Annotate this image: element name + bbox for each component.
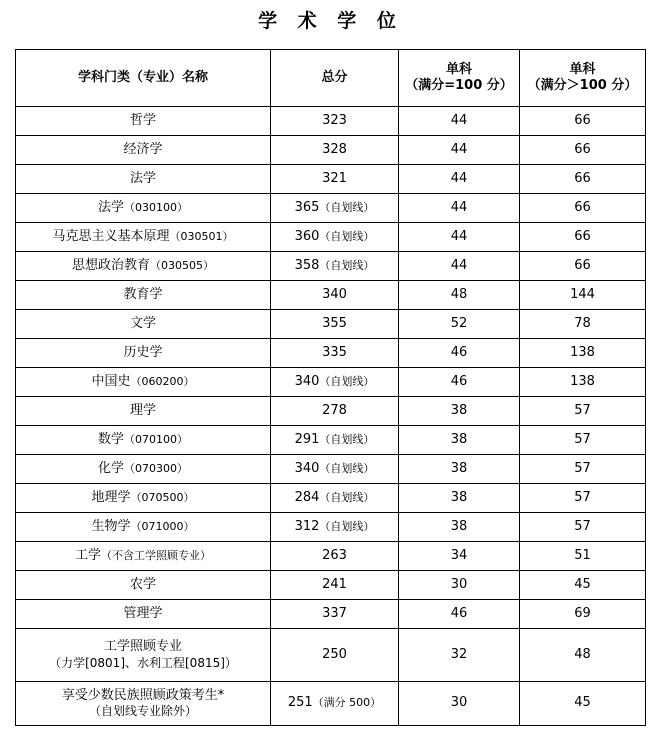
- cell-name-main: 生物学: [91, 518, 131, 534]
- table-row: [16, 252, 646, 281]
- cell-name-main: 数学: [97, 431, 124, 447]
- cell-single-gt100: 69: [520, 600, 646, 629]
- cell-name-code: （030100）: [124, 200, 188, 214]
- cell-total-value: 337: [322, 605, 347, 621]
- cell-single-gt100: 138: [520, 368, 646, 397]
- cell-single-100: 46: [399, 339, 520, 368]
- cell-total-value: 321: [322, 170, 347, 186]
- cell-total: [271, 455, 399, 484]
- cell-total-note: （自划线）: [319, 519, 375, 533]
- cell-name: [16, 107, 271, 136]
- cell-name-code: （070300）: [124, 461, 188, 475]
- cell-total-note: （自划线）: [319, 258, 375, 272]
- cell-single-100: 32: [399, 629, 520, 682]
- header-single-gt100: [520, 50, 646, 107]
- cell-single-gt100: 66: [520, 107, 646, 136]
- cell-total: [271, 310, 399, 339]
- cell-total-value: 358: [294, 257, 320, 273]
- cell-total: [271, 107, 399, 136]
- cell-single-gt100: 45: [520, 571, 646, 600]
- cell-total-value: 263: [322, 547, 347, 563]
- cell-name: [16, 339, 271, 368]
- header-single-100-line2: （满分=100 分）: [405, 78, 513, 93]
- cell-single-gt100: 57: [520, 484, 646, 513]
- cell-single-gt100: 144: [520, 281, 646, 310]
- cell-total: [271, 223, 399, 252]
- cell-name: [16, 600, 271, 629]
- cell-single-100: 30: [399, 571, 520, 600]
- cell-name: [16, 252, 271, 281]
- cell-total: [271, 281, 399, 310]
- table-row: [16, 107, 646, 136]
- header-total: 总分: [271, 50, 399, 107]
- table-row: [16, 513, 646, 542]
- cell-single-100: 44: [399, 136, 520, 165]
- cell-name-main: 哲学: [129, 112, 156, 128]
- cell-single-gt100: 57: [520, 455, 646, 484]
- table-row: [16, 571, 646, 600]
- cell-total-value: 241: [322, 576, 347, 592]
- cell-total-note: （自划线）: [319, 374, 375, 388]
- cell-name: [16, 165, 271, 194]
- cell-total-value: 328: [322, 141, 347, 157]
- cell-total: [271, 513, 399, 542]
- cell-name: [16, 426, 271, 455]
- cell-total-value: 360: [294, 228, 320, 244]
- score-table: [15, 49, 646, 726]
- cell-total-value: 312: [294, 518, 320, 534]
- cell-single-100: 38: [399, 426, 520, 455]
- cell-name-main: 理学: [129, 402, 156, 418]
- table-row: [16, 194, 646, 223]
- cell-total-value: 355: [322, 315, 347, 331]
- cell-name: [16, 542, 271, 571]
- cell-total: [271, 426, 399, 455]
- table-row: [16, 600, 646, 629]
- cell-total: [271, 368, 399, 397]
- cell-name: [16, 513, 271, 542]
- cell-name: [16, 484, 271, 513]
- cell-name-main: 工学照顾专业: [103, 639, 182, 655]
- cell-total: [271, 165, 399, 194]
- cell-single-100: 44: [399, 107, 520, 136]
- table-row: [16, 310, 646, 339]
- cell-single-100: 48: [399, 281, 520, 310]
- cell-name-main: 经济学: [123, 141, 163, 157]
- cell-single-100: 44: [399, 165, 520, 194]
- cell-total: [271, 600, 399, 629]
- table-row: [16, 339, 646, 368]
- cell-name-code: （060200）: [130, 374, 195, 388]
- table-row: [16, 223, 646, 252]
- table-row: [16, 136, 646, 165]
- cell-single-100: 38: [399, 455, 520, 484]
- table-row: [16, 542, 646, 571]
- cell-name-code: （070100）: [124, 432, 188, 446]
- cell-total-value: 340: [294, 373, 320, 389]
- cell-single-100: 46: [399, 600, 520, 629]
- table-header-row: [16, 50, 646, 107]
- cell-total-value: 365: [294, 199, 320, 215]
- cell-name-main: 法学: [129, 170, 156, 186]
- cell-name-main: 化学: [97, 460, 124, 476]
- page-title: 学 术 学 位: [258, 10, 403, 32]
- header-single-100-line1: 单科: [445, 61, 472, 77]
- cell-single-gt100: 66: [520, 223, 646, 252]
- table-row: [16, 368, 646, 397]
- cell-total-note: （自划线）: [319, 432, 375, 446]
- cell-name: [16, 368, 271, 397]
- cell-total-value: 291: [294, 431, 320, 447]
- cell-name: [16, 136, 271, 165]
- cell-name: [16, 682, 271, 726]
- cell-total: 250: [271, 629, 399, 682]
- cell-single-gt100: 51: [520, 542, 646, 571]
- cell-single-100: 46: [399, 368, 520, 397]
- cell-name-code: （030505）: [150, 258, 214, 272]
- table-row: [16, 397, 646, 426]
- cell-name-main: 管理学: [123, 605, 163, 621]
- cell-total: [271, 339, 399, 368]
- cell-name: [16, 223, 271, 252]
- table-row-special2: [16, 682, 646, 726]
- cell-total: [271, 194, 399, 223]
- table-row: [16, 455, 646, 484]
- cell-total: [271, 484, 399, 513]
- cell-name-main: 历史学: [123, 344, 163, 360]
- cell-name-main: 地理学: [91, 489, 131, 505]
- cell-single-100: 38: [399, 513, 520, 542]
- table-row: [16, 484, 646, 513]
- cell-total-value: 251: [287, 695, 313, 711]
- cell-name: [16, 629, 271, 682]
- cell-single-gt100: 57: [520, 513, 646, 542]
- cell-total-note: （自划线）: [319, 461, 375, 475]
- header-single-gt100-line1: 单科: [569, 61, 596, 77]
- cell-total: [271, 542, 399, 571]
- cell-name-main: 马克思主义基本原理: [52, 228, 170, 244]
- cell-total-note: （自划线）: [319, 200, 375, 214]
- cell-single-gt100: 45: [520, 682, 646, 726]
- cell-single-100: 30: [399, 682, 520, 726]
- cell-single-gt100: 66: [520, 136, 646, 165]
- cell-single-gt100: 66: [520, 252, 646, 281]
- table-row-special1: [16, 629, 646, 682]
- table-row: [16, 165, 646, 194]
- table-row: [16, 281, 646, 310]
- header-single-100: [399, 50, 520, 107]
- cell-total-value: 323: [322, 112, 347, 128]
- cell-total: [271, 682, 399, 726]
- cell-total-value: 278: [322, 402, 347, 418]
- cell-single-gt100: 57: [520, 426, 646, 455]
- header-name: 学科门类（专业）名称: [16, 50, 271, 107]
- cell-single-100: 44: [399, 223, 520, 252]
- cell-name-main: 教育学: [123, 286, 163, 302]
- cell-name-code: （070500）: [130, 490, 195, 504]
- cell-name-main: 农学: [129, 576, 156, 592]
- cell-name-main: 中国史: [91, 373, 131, 389]
- cell-name: [16, 194, 271, 223]
- cell-name-code: （030501）: [169, 229, 234, 243]
- cell-name-sub: （力学[0801]、水利工程[0815]）: [49, 655, 237, 670]
- cell-single-100: 52: [399, 310, 520, 339]
- cell-name-code: （071000）: [130, 519, 195, 533]
- cell-name-main: 工学: [74, 547, 101, 563]
- cell-name-main: 享受少数民族照顾政策考生*: [61, 687, 225, 703]
- cell-name: [16, 310, 271, 339]
- cell-name-main: 文学: [129, 315, 156, 331]
- cell-total-value: 335: [322, 344, 347, 360]
- cell-name: [16, 397, 271, 426]
- cell-total-note: （自划线）: [319, 229, 375, 243]
- cell-total-value: 340: [322, 286, 347, 302]
- cell-total-note: （满分 500）: [312, 696, 382, 710]
- cell-name-main: 法学: [97, 199, 124, 215]
- cell-single-100: 38: [399, 484, 520, 513]
- cell-single-100: 44: [399, 194, 520, 223]
- cell-single-100: 38: [399, 397, 520, 426]
- cell-single-gt100: 138: [520, 339, 646, 368]
- cell-name-main: 思想政治教育: [71, 257, 150, 273]
- cell-total-value: 284: [294, 489, 320, 505]
- cell-name-sub: （自划线专业除外）: [88, 704, 197, 719]
- cell-name: [16, 571, 271, 600]
- cell-single-100: 34: [399, 542, 520, 571]
- cell-name: [16, 281, 271, 310]
- header-single-gt100-line2: （满分＞100 分）: [527, 78, 638, 93]
- cell-name-code: （不含工学照顾专业）: [101, 548, 211, 562]
- cell-single-gt100: 48: [520, 629, 646, 682]
- cell-name: [16, 455, 271, 484]
- table-row: [16, 426, 646, 455]
- cell-total: [271, 252, 399, 281]
- cell-single-gt100: 57: [520, 397, 646, 426]
- cell-total: [271, 571, 399, 600]
- cell-single-100: 44: [399, 252, 520, 281]
- cell-total-note: （自划线）: [319, 490, 375, 504]
- cell-total: [271, 136, 399, 165]
- cell-total-value: 340: [294, 460, 320, 476]
- cell-single-gt100: 78: [520, 310, 646, 339]
- cell-total: [271, 397, 399, 426]
- cell-single-gt100: 66: [520, 165, 646, 194]
- cell-single-gt100: 66: [520, 194, 646, 223]
